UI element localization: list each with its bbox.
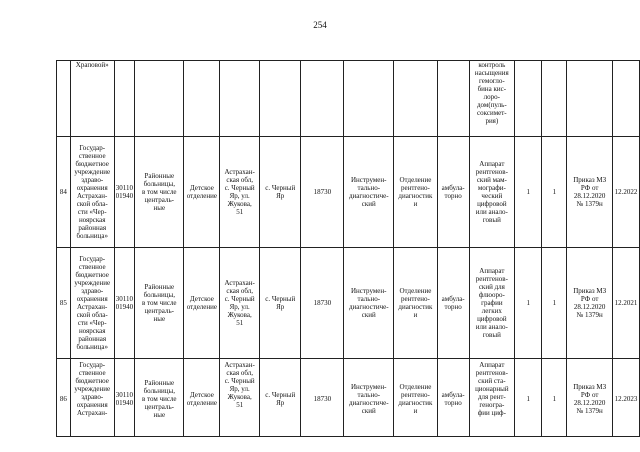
- table-cell: [135, 248, 184, 359]
- table-cell: [344, 248, 394, 359]
- cell-text: Приказ МЗ РФ от 28.12.2020 № 1379н: [573, 176, 607, 208]
- table-cell: [220, 248, 260, 359]
- cell-text: с. Черный Яр: [265, 295, 296, 311]
- table-cell: [344, 61, 394, 137]
- cell-text: Приказ МЗ РФ от 28.12.2020 № 1379н: [573, 287, 607, 319]
- cell-text: Районные больницы, в том числе централь- ные: [142, 283, 177, 323]
- cell-text: 30110 01940: [115, 390, 134, 407]
- cell-text: Приказ МЗ РФ от 28.12.2020 № 1379н: [573, 382, 607, 415]
- cell-text: Детское отделение: [186, 184, 218, 200]
- table-cell: [135, 61, 184, 137]
- table-cell: [70, 61, 114, 137]
- table-cell: [260, 61, 301, 137]
- table-cell: [301, 359, 344, 437]
- cell-text: Районные больницы, в том числе централь- ные: [142, 378, 177, 419]
- table-cell: [437, 248, 469, 359]
- table-cell: [437, 359, 469, 437]
- table-cell: [114, 137, 135, 248]
- cell-text: 18730: [313, 188, 332, 196]
- cell-text: 84: [59, 188, 67, 196]
- cell-text: 1: [526, 394, 530, 403]
- cell-text: 12.2023: [614, 394, 638, 403]
- table-cell: [114, 248, 135, 359]
- table-cell: [70, 137, 114, 248]
- table-cell: [114, 61, 135, 137]
- table-cell: [542, 359, 567, 437]
- table-cell: [612, 248, 639, 359]
- cell-text: 1: [552, 394, 557, 403]
- table-cell: [220, 359, 260, 437]
- table-cell: [135, 359, 184, 437]
- cell-text: 85: [59, 299, 67, 307]
- cell-text: 1: [552, 188, 557, 196]
- table-row: [57, 359, 640, 437]
- table-cell: [184, 359, 220, 437]
- cell-text: Инструмен- тально- диагностиче- ский: [348, 287, 389, 319]
- table-cell: [612, 61, 639, 137]
- table-cell: [469, 137, 515, 248]
- table-cell: [394, 248, 438, 359]
- table-cell: [184, 61, 220, 137]
- cell-text: 18730: [313, 299, 332, 307]
- cell-text: Аппарат рентгенов- ский мам- мографи- ческий цифровой или анало- говый: [475, 160, 508, 224]
- table-cell: [301, 61, 344, 137]
- table-cell: [515, 137, 542, 248]
- cell-text: Детское отделение: [186, 390, 218, 407]
- cell-text: 1: [552, 299, 557, 307]
- table-cell: [394, 359, 438, 437]
- table-cell: [260, 137, 301, 248]
- table-cell: [57, 61, 71, 137]
- cell-text: Государ- ственное бюджетное учреждение здраво- охранения Астрахан- ской обла- сти «Чер- ноярская районная больница»: [74, 255, 111, 351]
- cell-text: Инструмен- тально- диагностиче- ский: [348, 382, 389, 415]
- table-cell: [567, 248, 613, 359]
- cell-text: Аппарат рентгенов- ский для флюоро- графии легких цифровой или анало- говый: [475, 267, 508, 339]
- cell-text: 30110 01940: [115, 295, 134, 311]
- table-cell: [542, 61, 567, 137]
- cell-text: контроль насыщения гемогло- бина кис- лоро- дом(пуль- соксимет- рия): [474, 61, 509, 125]
- cell-text: Аппарат рентгенов- ский ста- ционарный для рент- геногра- фии циф-: [475, 361, 509, 417]
- cell-text: Отделение рентгено- диагностик и: [398, 287, 433, 319]
- table-cell: [301, 137, 344, 248]
- table-row: [57, 137, 640, 248]
- table-cell: [184, 137, 220, 248]
- table-cell: [57, 359, 71, 437]
- cell-text: Астрахан- ская обл, с. Черный Яр, ул. Жукова, 51: [224, 168, 255, 216]
- table-cell: [515, 61, 542, 137]
- cell-text: 1: [526, 299, 530, 307]
- table-cell: [469, 61, 515, 137]
- table-cell: [260, 359, 301, 437]
- table-row: [57, 61, 640, 137]
- cell-text: с. Черный Яр: [265, 390, 296, 407]
- cell-text: 12.2022: [614, 188, 638, 196]
- table-cell: [542, 137, 567, 248]
- table-cell: [567, 359, 613, 437]
- table-cell: [135, 137, 184, 248]
- table-cell: [114, 359, 135, 437]
- table-cell: [437, 137, 469, 248]
- cell-text: Государ- ственное бюджетное учреждение здраво- охранения Астрахан- ской обла- сти «Чер- ноярская районная больница»: [74, 144, 111, 240]
- table-cell: [344, 359, 394, 437]
- table-cell: [469, 359, 515, 437]
- table-cell: [57, 137, 71, 248]
- cell-text: 86: [59, 394, 67, 403]
- cell-text: амбула- торно: [441, 184, 465, 200]
- table-cell: [394, 61, 438, 137]
- cell-text: 30110 01940: [115, 184, 134, 200]
- cell-text: Астрахан- ская обл, с. Черный Яр, ул. Жукова, 51: [224, 361, 255, 409]
- table-cell: [260, 248, 301, 359]
- cell-text: Государ- ственное бюджетное учреждение здраво- охранения Астрахан-: [74, 361, 111, 417]
- table-cell: [344, 137, 394, 248]
- cell-text: 12.2021: [614, 299, 638, 307]
- cell-text: 1: [526, 188, 530, 196]
- cell-text: Районные больницы, в том числе централь- ные: [142, 172, 177, 212]
- table-cell: [567, 61, 613, 137]
- table-cell: [301, 248, 344, 359]
- cell-text: амбула- торно: [441, 390, 465, 407]
- registry-table: [56, 60, 640, 437]
- cell-text: Храповой»: [75, 61, 109, 69]
- table-cell: [220, 61, 260, 137]
- table-cell: [394, 137, 438, 248]
- table-cell: [437, 61, 469, 137]
- cell-text: с. Черный Яр: [265, 184, 296, 200]
- table-cell: [469, 248, 515, 359]
- cell-text: Инструмен- тально- диагностиче- ский: [348, 176, 389, 208]
- table-row: [57, 248, 640, 359]
- table-cell: [70, 248, 114, 359]
- table-cell: [515, 248, 542, 359]
- table-cell: [70, 359, 114, 437]
- table-cell: [542, 248, 567, 359]
- table-cell: [184, 248, 220, 359]
- table-cell: [612, 359, 639, 437]
- cell-text: Детское отделение: [186, 295, 218, 311]
- cell-text: Отделение рентгено- диагностик и: [398, 382, 433, 415]
- table-cell: [220, 137, 260, 248]
- table-cell: [57, 248, 71, 359]
- cell-text: 18730: [313, 394, 332, 403]
- table-cell: [567, 137, 613, 248]
- cell-text: Отделение рентгено- диагностик и: [398, 176, 433, 208]
- cell-text: амбула- торно: [441, 295, 465, 311]
- table-cell: [612, 137, 639, 248]
- cell-text: Астрахан- ская обл, с. Черный Яр, ул. Жукова, 51: [224, 279, 255, 327]
- table-cell: [515, 359, 542, 437]
- page-number: 254: [313, 20, 327, 30]
